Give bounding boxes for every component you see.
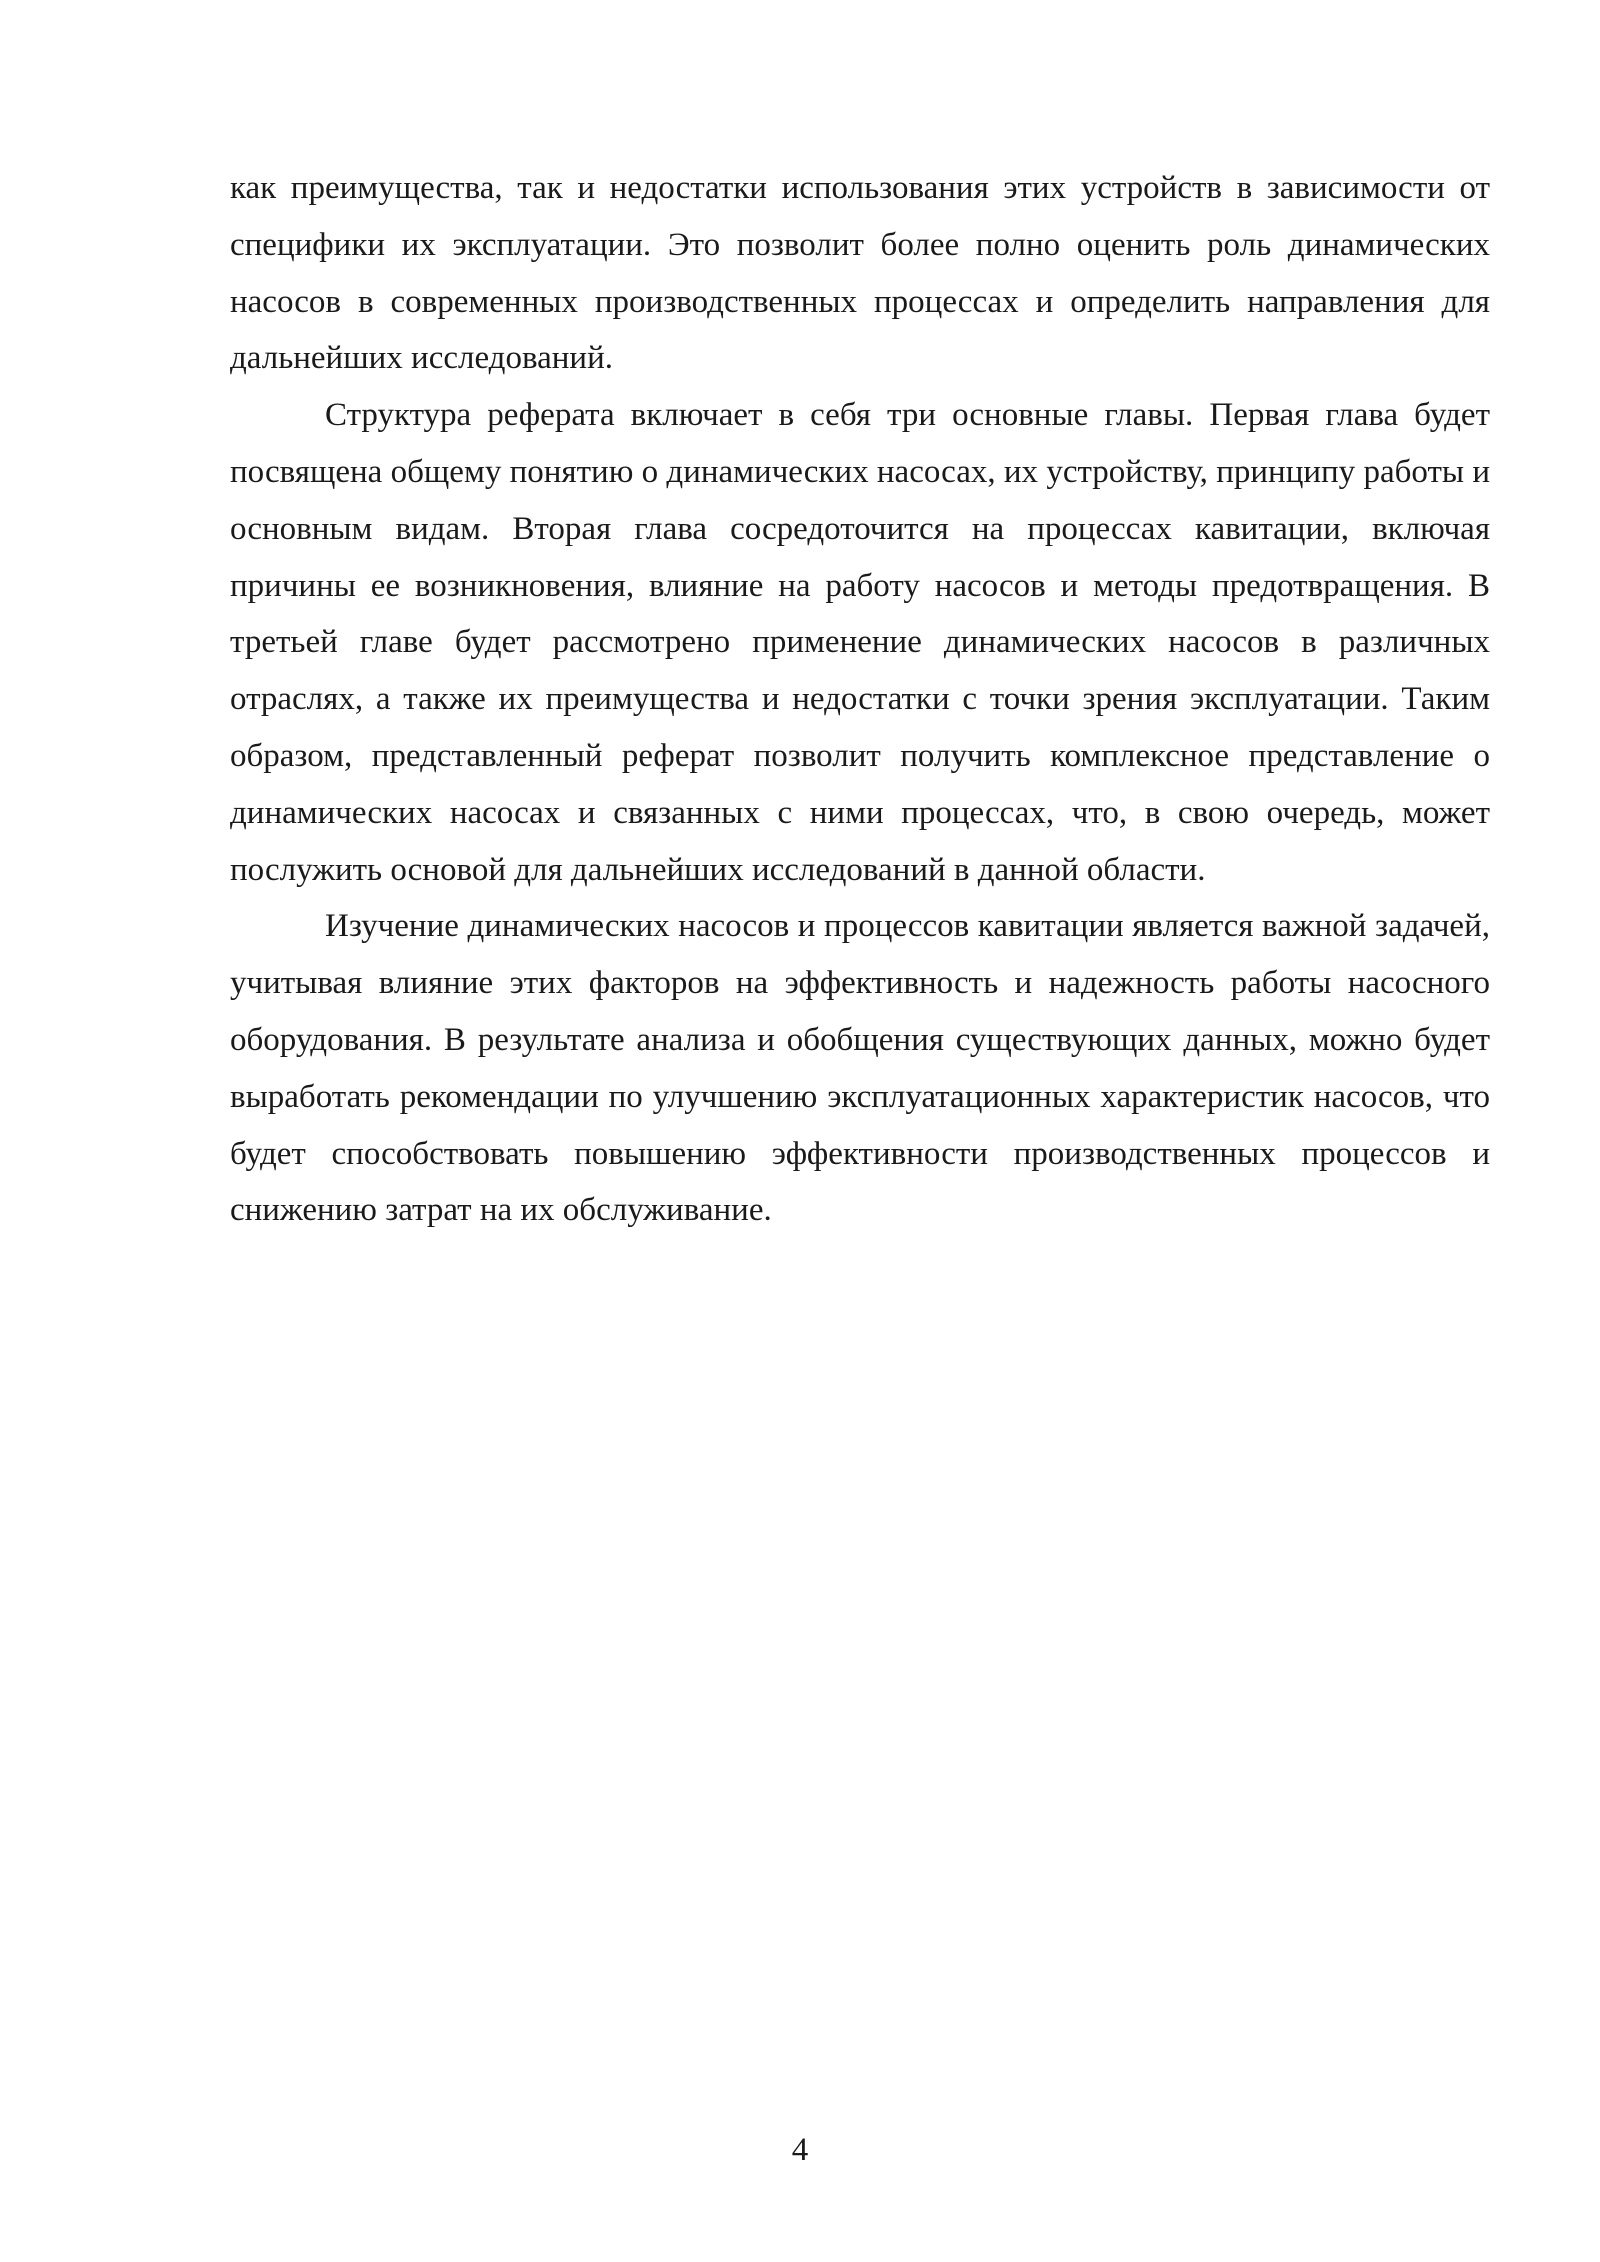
- paragraph-conclusion: Изучение динамических насосов и процессов кавитации является важной задачей, учитывая влияние этих факторов на эффективность и надежность работы насосного оборудования. В результате анализа и обобщения существующих данных, можно будет выработать рекомендации по улучшению эксплуатационных характеристик насосов, что будет способствовать повышению эффективности производственных процессов и снижению затрат на их обслуживание.: [230, 908, 1490, 1229]
- page-number: 4: [791, 2132, 809, 2168]
- paragraph-continuation: как преимущества, так и недостатки использования этих устройств в зависимости от специфики их эксплуатации. Это позволит более полно оценить роль динамических насосов в современных производственных процессах и определить направления для дальнейших исследований.: [230, 170, 1490, 377]
- body-text: [230, 160, 1490, 1239]
- paragraph-structure: Структура реферата включает в себя три основные главы. Первая глава будет посвящена общему понятию о динамических насосах, их устройству, принципу работы и основным видам. Вторая глава сосредоточится на процессах кавитации, включая причины ее возникновения, влияние на работу насосов и методы предотвращения. В третьей главе будет рассмотрено применение динамических насосов в различных отраслях, а также их преимущества и недостатки с точки зрения эксплуатации. Таким образом, представленный реферат позволит получить комплексное представление о динамических насосах и связанных с ними процессах, что, в свою очередь, может послужить основой для дальнейших исследований в данной области.: [230, 397, 1490, 888]
